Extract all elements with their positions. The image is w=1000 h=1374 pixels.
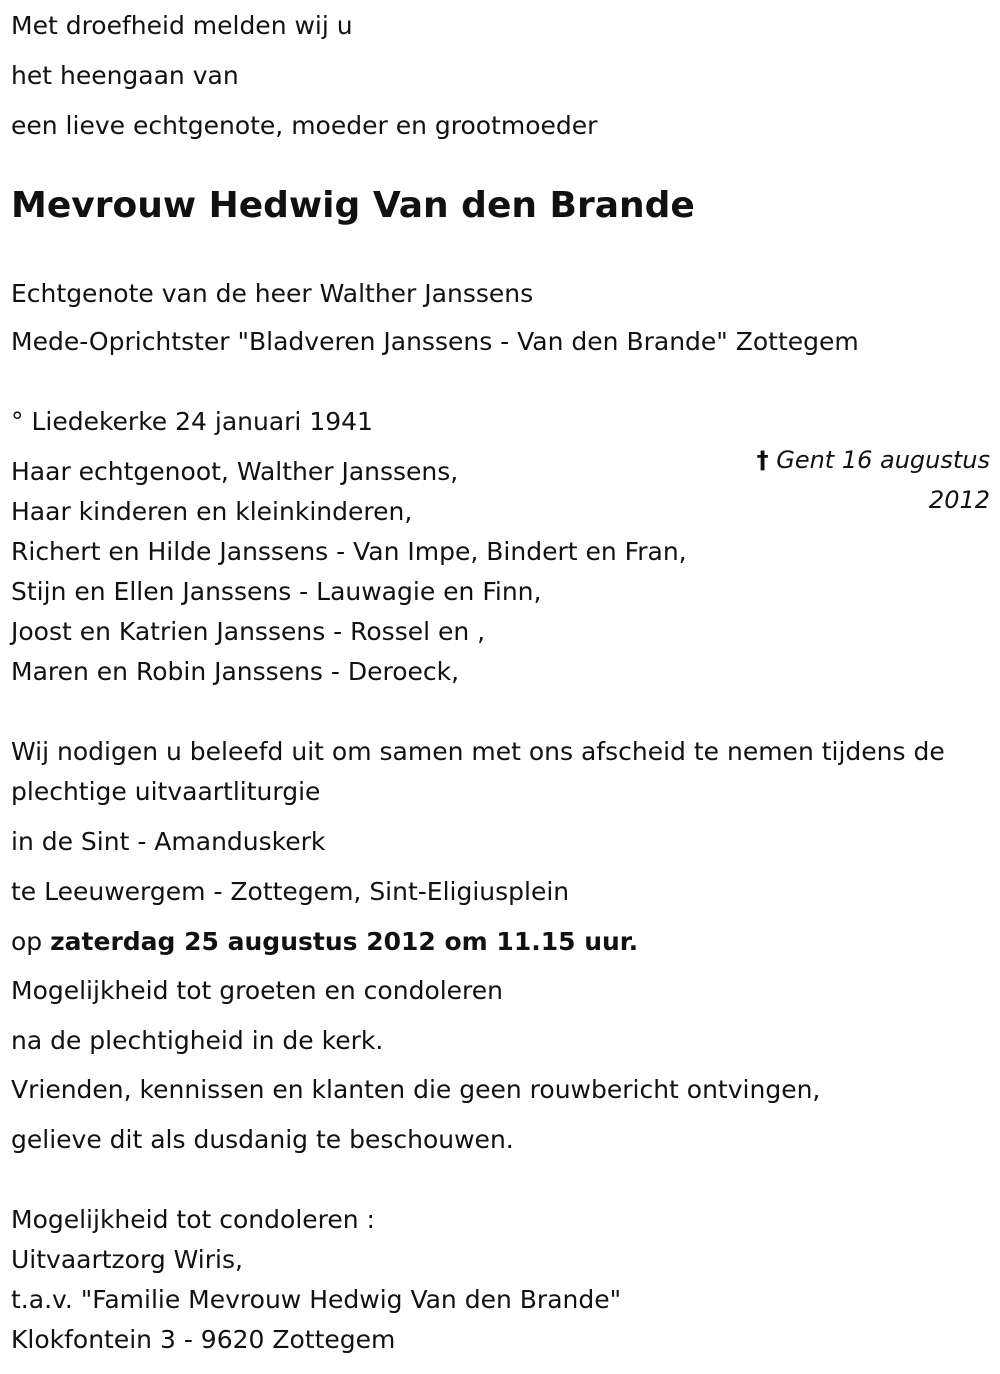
greet-line-1: Mogelijkheid tot groeten en condoleren: [11, 976, 504, 1005]
date-bold: zaterdag 25 augustus 2012 om 11.15 uur.: [50, 927, 639, 956]
intro-line-3: een lieve echtgenote, moeder en grootmoeder: [11, 111, 598, 140]
note-line-1: Vrienden, kennissen en klanten die geen rouwbericht ontvingen,: [11, 1075, 821, 1104]
family-line: Haar kinderen en kleinkinderen,: [11, 497, 413, 526]
family-line: Maren en Robin Janssens - Deroeck,: [11, 657, 460, 686]
birth-line: ° Liedekerke 24 januari 1941: [11, 407, 373, 436]
death-line: [730, 440, 990, 520]
condolence-line: t.a.v. "Familie Mevrouw Hedwig Van den Brande": [11, 1285, 622, 1314]
deceased-name: Mevrouw Hedwig Van den Brande: [11, 185, 695, 226]
condolence-line: Klokfontein 3 - 9620 Zottegem: [11, 1325, 396, 1354]
date-prefix: op: [11, 927, 51, 956]
invitation-paragraph: Wij nodigen u beleefd uit om samen met ons afscheid te nemen tijdens de plechtige uitvaartliturgie: [11, 737, 945, 806]
founder-line: Mede-Oprichtster "Bladveren Janssens - Van den Brande" Zottegem: [11, 327, 859, 356]
note-line-2: gelieve dit als dusdanig te beschouwen.: [11, 1125, 514, 1154]
family-line: Stijn en Ellen Janssens - Lauwagie en Finn,: [11, 577, 542, 606]
family-line: Haar echtgenoot, Walther Janssens,: [11, 457, 459, 486]
greet-line-2: na de plechtigheid in de kerk.: [11, 1026, 384, 1055]
death-text: Gent 16 augustus 2012: [768, 446, 990, 514]
intro-line-1: Met droefheid melden wij u: [11, 11, 353, 40]
date-line: [11, 927, 638, 957]
condolence-line: Uitvaartzorg Wiris,: [11, 1245, 243, 1274]
spouse-line: Echtgenote van de heer Walther Janssens: [11, 279, 534, 308]
family-line: Joost en Katrien Janssens - Rossel en ,: [11, 617, 486, 646]
cross-icon: †: [756, 446, 769, 474]
intro-line-2: het heengaan van: [11, 61, 239, 90]
church-line: in de Sint - Amanduskerk: [11, 827, 326, 856]
location-line: te Leeuwergem - Zottegem, Sint-Eligiusplein: [11, 877, 570, 906]
family-line: Richert en Hilde Janssens - Van Impe, Bindert en Fran,: [11, 537, 687, 566]
condolence-line: Mogelijkheid tot condoleren :: [11, 1205, 375, 1234]
